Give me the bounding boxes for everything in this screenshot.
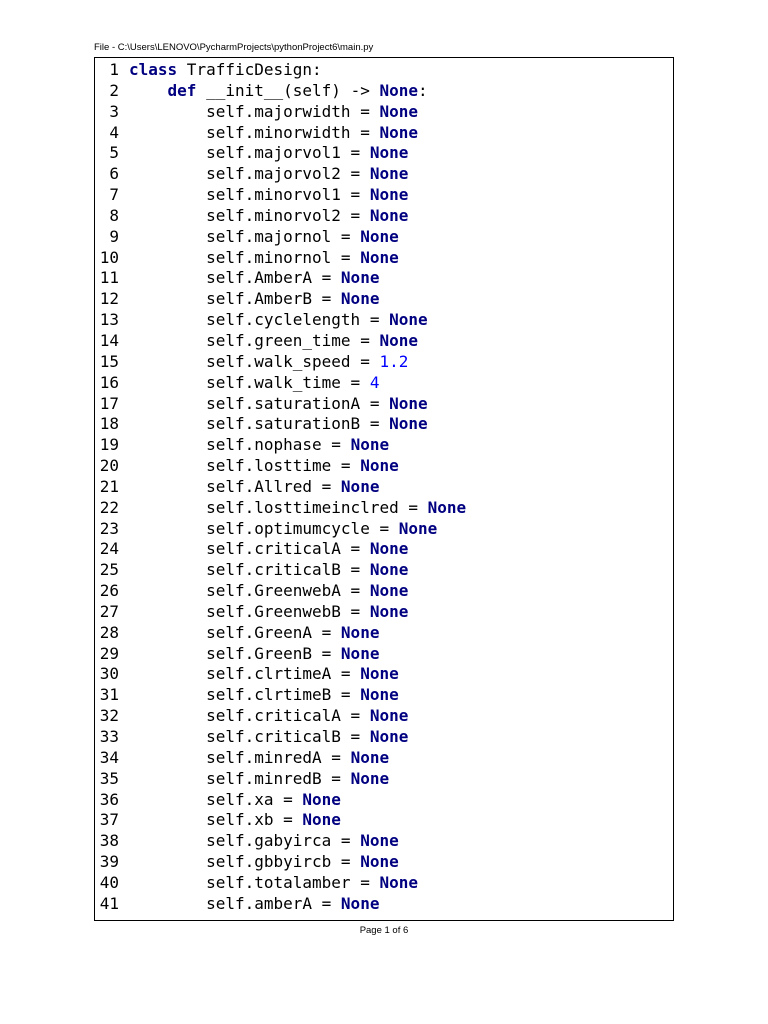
keyword-token: None [360, 456, 399, 476]
code-text [119, 352, 408, 373]
plain-token: self.GreenB = [129, 643, 341, 663]
plain-token: self.Allred = [129, 476, 341, 496]
line-number: 1 [109, 60, 119, 79]
line-number: 11 [99, 268, 119, 288]
keyword-token: None [340, 622, 380, 642]
keyword-token: None [340, 289, 380, 309]
plain-token: self.saturationB = [129, 414, 390, 434]
code-text [119, 831, 399, 852]
code-line [95, 123, 673, 144]
plain-token: self.majorvol1 = [129, 143, 370, 163]
line-number: 39 [99, 852, 119, 872]
code-line [95, 206, 673, 227]
plain-token: self.cyclelength = [129, 310, 390, 330]
code-text [119, 435, 389, 456]
plain-token: self.minorvol1 = [129, 185, 370, 205]
line-number: 41 [99, 893, 119, 913]
code-listing [94, 57, 674, 921]
code-text [119, 644, 379, 665]
code-text [119, 185, 408, 206]
keyword-token: None [379, 101, 418, 121]
page-number: Page 1 of 6 [359, 925, 409, 936]
keyword-token: None [350, 747, 390, 767]
code-line [95, 873, 673, 894]
code-text [119, 477, 379, 498]
plain-token: self.optimumcycle = [129, 518, 399, 538]
code-text [119, 685, 399, 706]
plain-token: self.GreenwebB = [129, 601, 370, 621]
keyword-token: None [360, 852, 399, 872]
code-line [95, 60, 673, 81]
line-number: 33 [99, 727, 119, 746]
line-number: 7 [109, 185, 119, 205]
keyword-token: None [379, 80, 418, 100]
plain-token: self.AmberB = [129, 289, 341, 309]
code-line [95, 644, 673, 665]
line-number: 27 [99, 601, 119, 621]
number-token: 4 [369, 372, 380, 392]
code-line [95, 852, 673, 873]
keyword-token: None [369, 601, 409, 621]
line-number: 2 [109, 80, 119, 100]
keyword-token: None [360, 247, 399, 267]
code-line [95, 831, 673, 852]
line-number: 20 [99, 456, 119, 476]
line-number: 13 [99, 310, 119, 330]
code-line [95, 790, 673, 811]
code-text [119, 790, 341, 811]
keyword-token: None [369, 706, 409, 726]
code-text [119, 268, 379, 289]
plain-token: self.amberA = [129, 893, 341, 913]
line-number: 36 [99, 789, 119, 809]
code-line [95, 727, 673, 748]
code-text [119, 727, 408, 748]
keyword-token: None [360, 226, 399, 246]
plain-token [129, 81, 168, 100]
plain-token: self.xb = [129, 810, 303, 830]
code-text [119, 539, 408, 560]
file-path-header: File - C:\Users\LENOVO\PycharmProjects\pythonProject6\main.py [94, 42, 374, 53]
keyword-token: None [369, 560, 409, 580]
code-line [95, 373, 673, 394]
keyword-token: None [389, 310, 428, 330]
plain-token: self.criticalB = [129, 560, 370, 580]
line-number: 26 [99, 581, 119, 601]
keyword-token: None [340, 476, 380, 496]
code-line [95, 352, 673, 373]
code-text [119, 810, 341, 831]
code-text [119, 331, 418, 352]
keyword-token: None [302, 810, 341, 830]
code-text [119, 769, 389, 790]
plain-token: self.minornol = [129, 247, 361, 267]
keyword-token: None [360, 831, 399, 851]
code-line [95, 602, 673, 623]
plain-token: self.criticalA = [129, 706, 370, 726]
plain-token: self.majorwidth = [129, 101, 380, 121]
plain-token: self.majorvol2 = [129, 164, 370, 184]
line-number: 23 [99, 518, 119, 538]
line-number: 8 [109, 205, 119, 225]
line-number: 29 [99, 643, 119, 663]
code-line [95, 560, 673, 581]
keyword-token: None [340, 893, 380, 913]
keyword-token: None [427, 497, 467, 517]
plain-token: self.walk_time = [129, 372, 370, 392]
plain-token: self.xa = [129, 789, 303, 809]
code-line [95, 331, 673, 352]
plain-token: self.clrtimeA = [129, 664, 361, 684]
line-number: 10 [99, 247, 119, 267]
number-token: 1.2 [379, 351, 409, 371]
keyword-token: None [360, 685, 399, 705]
plain-token: self.criticalA = [129, 539, 370, 559]
keyword-token: None [369, 205, 409, 225]
code-text [119, 102, 418, 123]
code-line [95, 664, 673, 685]
plain-token: self.minredB = [129, 768, 351, 788]
plain-token: self.clrtimeB = [129, 685, 361, 705]
keyword-token: None [340, 643, 380, 663]
code-line [95, 456, 673, 477]
plain-token: TrafficDesign: [177, 60, 322, 79]
line-number: 38 [99, 831, 119, 851]
plain-token: self.losttimeinclred = [129, 497, 428, 517]
code-line [95, 310, 673, 331]
code-line [95, 81, 673, 102]
plain-token: self.gbbyircb = [129, 852, 361, 872]
code-line [95, 810, 673, 831]
line-number: 35 [99, 768, 119, 788]
plain-token: self.walk_speed = [129, 351, 380, 371]
code-line [95, 581, 673, 602]
code-text [119, 394, 428, 415]
code-text [119, 873, 418, 894]
line-number: 31 [99, 685, 119, 705]
plain-token: self.GreenwebA = [129, 581, 370, 601]
plain-token: self.criticalB = [129, 727, 370, 746]
keyword-token: None [379, 122, 418, 142]
plain-token: self.majornol = [129, 226, 361, 246]
line-number: 9 [109, 226, 119, 246]
code-line [95, 435, 673, 456]
code-line [95, 769, 673, 790]
code-line [95, 102, 673, 123]
line-number: 12 [99, 289, 119, 309]
plain-token: self.nophase = [129, 435, 351, 455]
code-text [119, 248, 399, 269]
keyword-token: None [389, 414, 428, 434]
line-number: 34 [99, 747, 119, 767]
code-text [119, 414, 428, 435]
code-text [119, 748, 389, 769]
code-text [119, 206, 408, 227]
plain-token: self.minorvol2 = [129, 205, 370, 225]
line-number: 24 [99, 539, 119, 559]
code-text [119, 623, 379, 644]
code-line [95, 498, 673, 519]
line-number: 17 [99, 393, 119, 413]
code-line [95, 477, 673, 498]
code-line [95, 539, 673, 560]
keyword-token: None [369, 143, 409, 163]
code-text [119, 289, 379, 310]
keyword-token: None [398, 518, 438, 538]
code-line [95, 519, 673, 540]
line-number: 15 [99, 351, 119, 371]
code-line [95, 706, 673, 727]
code-text [119, 123, 418, 144]
plain-token: self.saturationA = [129, 393, 390, 413]
code-text [119, 60, 322, 81]
code-text [119, 498, 466, 519]
code-line [95, 685, 673, 706]
plain-token: self.gabyirca = [129, 831, 361, 851]
code-text [119, 164, 408, 185]
code-line [95, 164, 673, 185]
line-number: 28 [99, 622, 119, 642]
line-number: 14 [99, 330, 119, 350]
keyword-token: None [360, 664, 399, 684]
keyword-token: def [167, 80, 197, 100]
line-number: 21 [99, 476, 119, 496]
keyword-token: None [389, 393, 428, 413]
code-line [95, 248, 673, 269]
code-text [119, 519, 437, 540]
code-text [119, 560, 408, 581]
plain-token: self.losttime = [129, 456, 361, 476]
keyword-token: None [369, 185, 409, 205]
code-text [119, 852, 399, 873]
plain-token: self.GreenA = [129, 622, 341, 642]
line-number: 16 [99, 372, 119, 392]
line-number: 22 [99, 497, 119, 517]
keyword-token: None [350, 435, 390, 455]
keyword-token: None [302, 789, 341, 809]
plain-token: __init__(self) -> [196, 80, 380, 100]
line-number: 18 [99, 414, 119, 434]
plain-token: self.minorwidth = [129, 122, 380, 142]
code-lines-container [95, 60, 673, 915]
code-text [119, 894, 379, 915]
code-line [95, 268, 673, 289]
code-line [95, 748, 673, 769]
line-number: 30 [99, 664, 119, 684]
code-text [119, 227, 399, 248]
keyword-token: None [340, 268, 380, 288]
plain-token: self.AmberA = [129, 268, 341, 288]
code-line [95, 414, 673, 435]
plain-token: self.green_time = [129, 330, 380, 350]
keyword-token: None [369, 164, 409, 184]
code-line [95, 623, 673, 644]
code-text [119, 664, 399, 685]
code-text [119, 373, 379, 394]
plain-token: self.totalamber = [129, 872, 380, 892]
code-line [95, 227, 673, 248]
code-text [119, 456, 399, 477]
code-text [119, 602, 408, 623]
line-number: 19 [99, 435, 119, 455]
plain-token: self.minredA = [129, 747, 351, 767]
line-number: 40 [99, 872, 119, 892]
code-line [95, 185, 673, 206]
code-text [119, 81, 428, 102]
line-number: 25 [99, 560, 119, 580]
line-number: 32 [99, 706, 119, 726]
line-number: 4 [109, 122, 119, 142]
code-line [95, 143, 673, 164]
line-number: 6 [109, 164, 119, 184]
code-line [95, 894, 673, 915]
code-line [95, 289, 673, 310]
keyword-token: None [369, 727, 409, 746]
code-text [119, 706, 408, 727]
code-line [95, 394, 673, 415]
keyword-token: class [129, 60, 178, 79]
line-number: 5 [109, 143, 119, 163]
code-text [119, 310, 428, 331]
keyword-token: None [350, 768, 390, 788]
line-number: 37 [99, 810, 119, 830]
keyword-token: None [379, 330, 418, 350]
keyword-token: None [369, 581, 409, 601]
line-number: 3 [109, 101, 119, 121]
keyword-token: None [379, 872, 418, 892]
code-text [119, 581, 408, 602]
code-text [119, 143, 408, 164]
keyword-token: None [369, 539, 409, 559]
plain-token: : [418, 80, 428, 100]
